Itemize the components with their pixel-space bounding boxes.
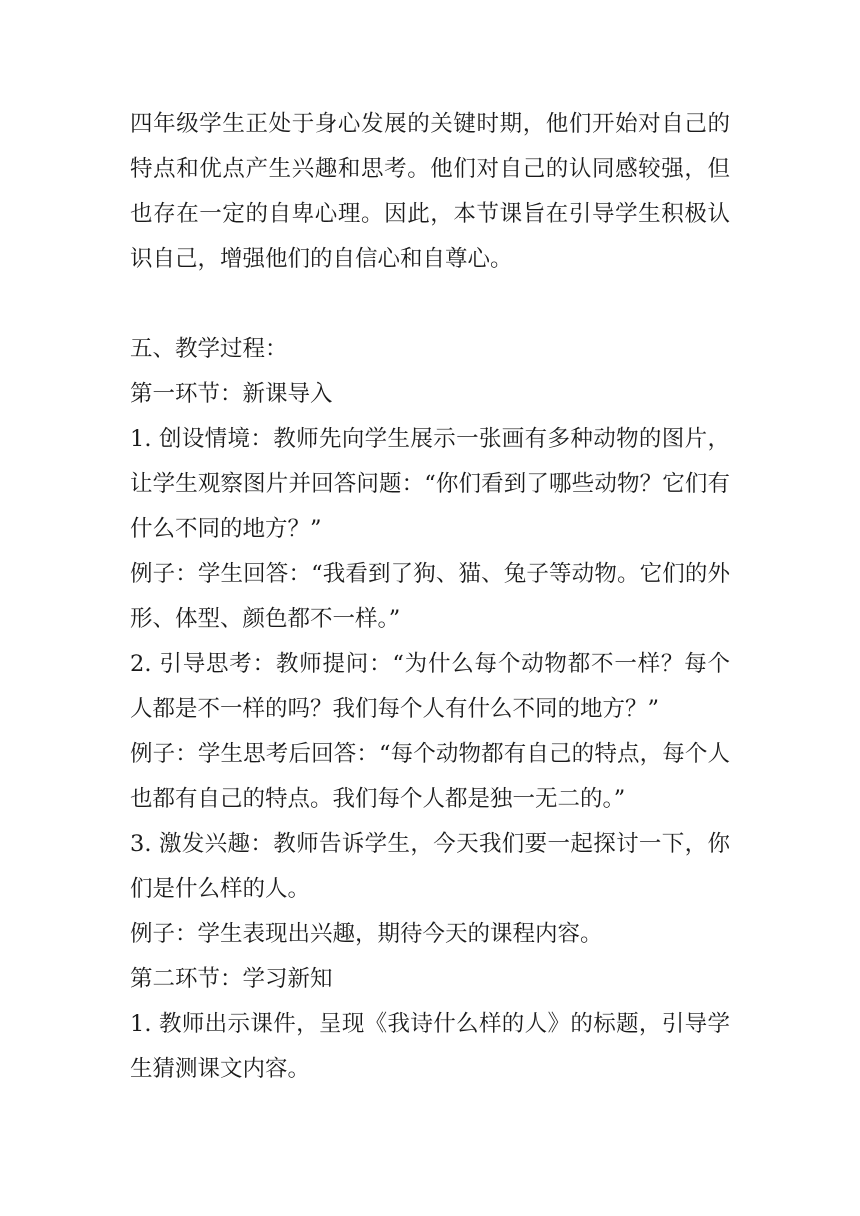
stage1-heading: 第一环节：新课导入 — [130, 381, 333, 407]
stage1-example-1: 例子：学生回答：“我看到了狗、猫、兔子等动物。它们的外形、体型、颜色都不一样。” — [130, 561, 730, 632]
stage1-item-2: 2. 引导思考：教师提问：“为什么每个动物都不一样？每个人都是不一样的吗？我们每个人有什么不同的地方？” — [130, 651, 730, 722]
stage1-example-3: 例子：学生表现出兴趣，期待今天的课程内容。 — [130, 921, 603, 947]
section-heading: 五、教学过程： — [130, 336, 288, 362]
document-body — [130, 102, 730, 1092]
stage1-item-3: 3. 激发兴趣：教师告诉学生，今天我们要一起探讨一下，你们是什么样的人。 — [130, 831, 730, 902]
intro-paragraph: 四年级学生正处于身心发展的关键时期，他们开始对自己的特点和优点产生兴趣和思考。他们对自己的认同感较强，但也存在一定的自卑心理。因此，本节课旨在引导学生积极认识自己，增强他们的自信心和自尊心。 — [130, 111, 730, 272]
stage2-item-1: 1. 教师出示课件，呈现《我诗什么样的人》的标题，引导学生猜测课文内容。 — [130, 1011, 730, 1082]
stage1-item-1: 1. 创设情境：教师先向学生展示一张画有多种动物的图片，让学生观察图片并回答问题：“你们看到了哪些动物？它们有什么不同的地方？” — [130, 426, 730, 542]
stage1-example-2: 例子：学生思考后回答：“每个动物都有自己的特点，每个人也都有自己的特点。我们每个人都是独一无二的。” — [130, 741, 730, 812]
paragraph-spacer — [130, 282, 730, 327]
stage2-heading: 第二环节：学习新知 — [130, 966, 333, 992]
